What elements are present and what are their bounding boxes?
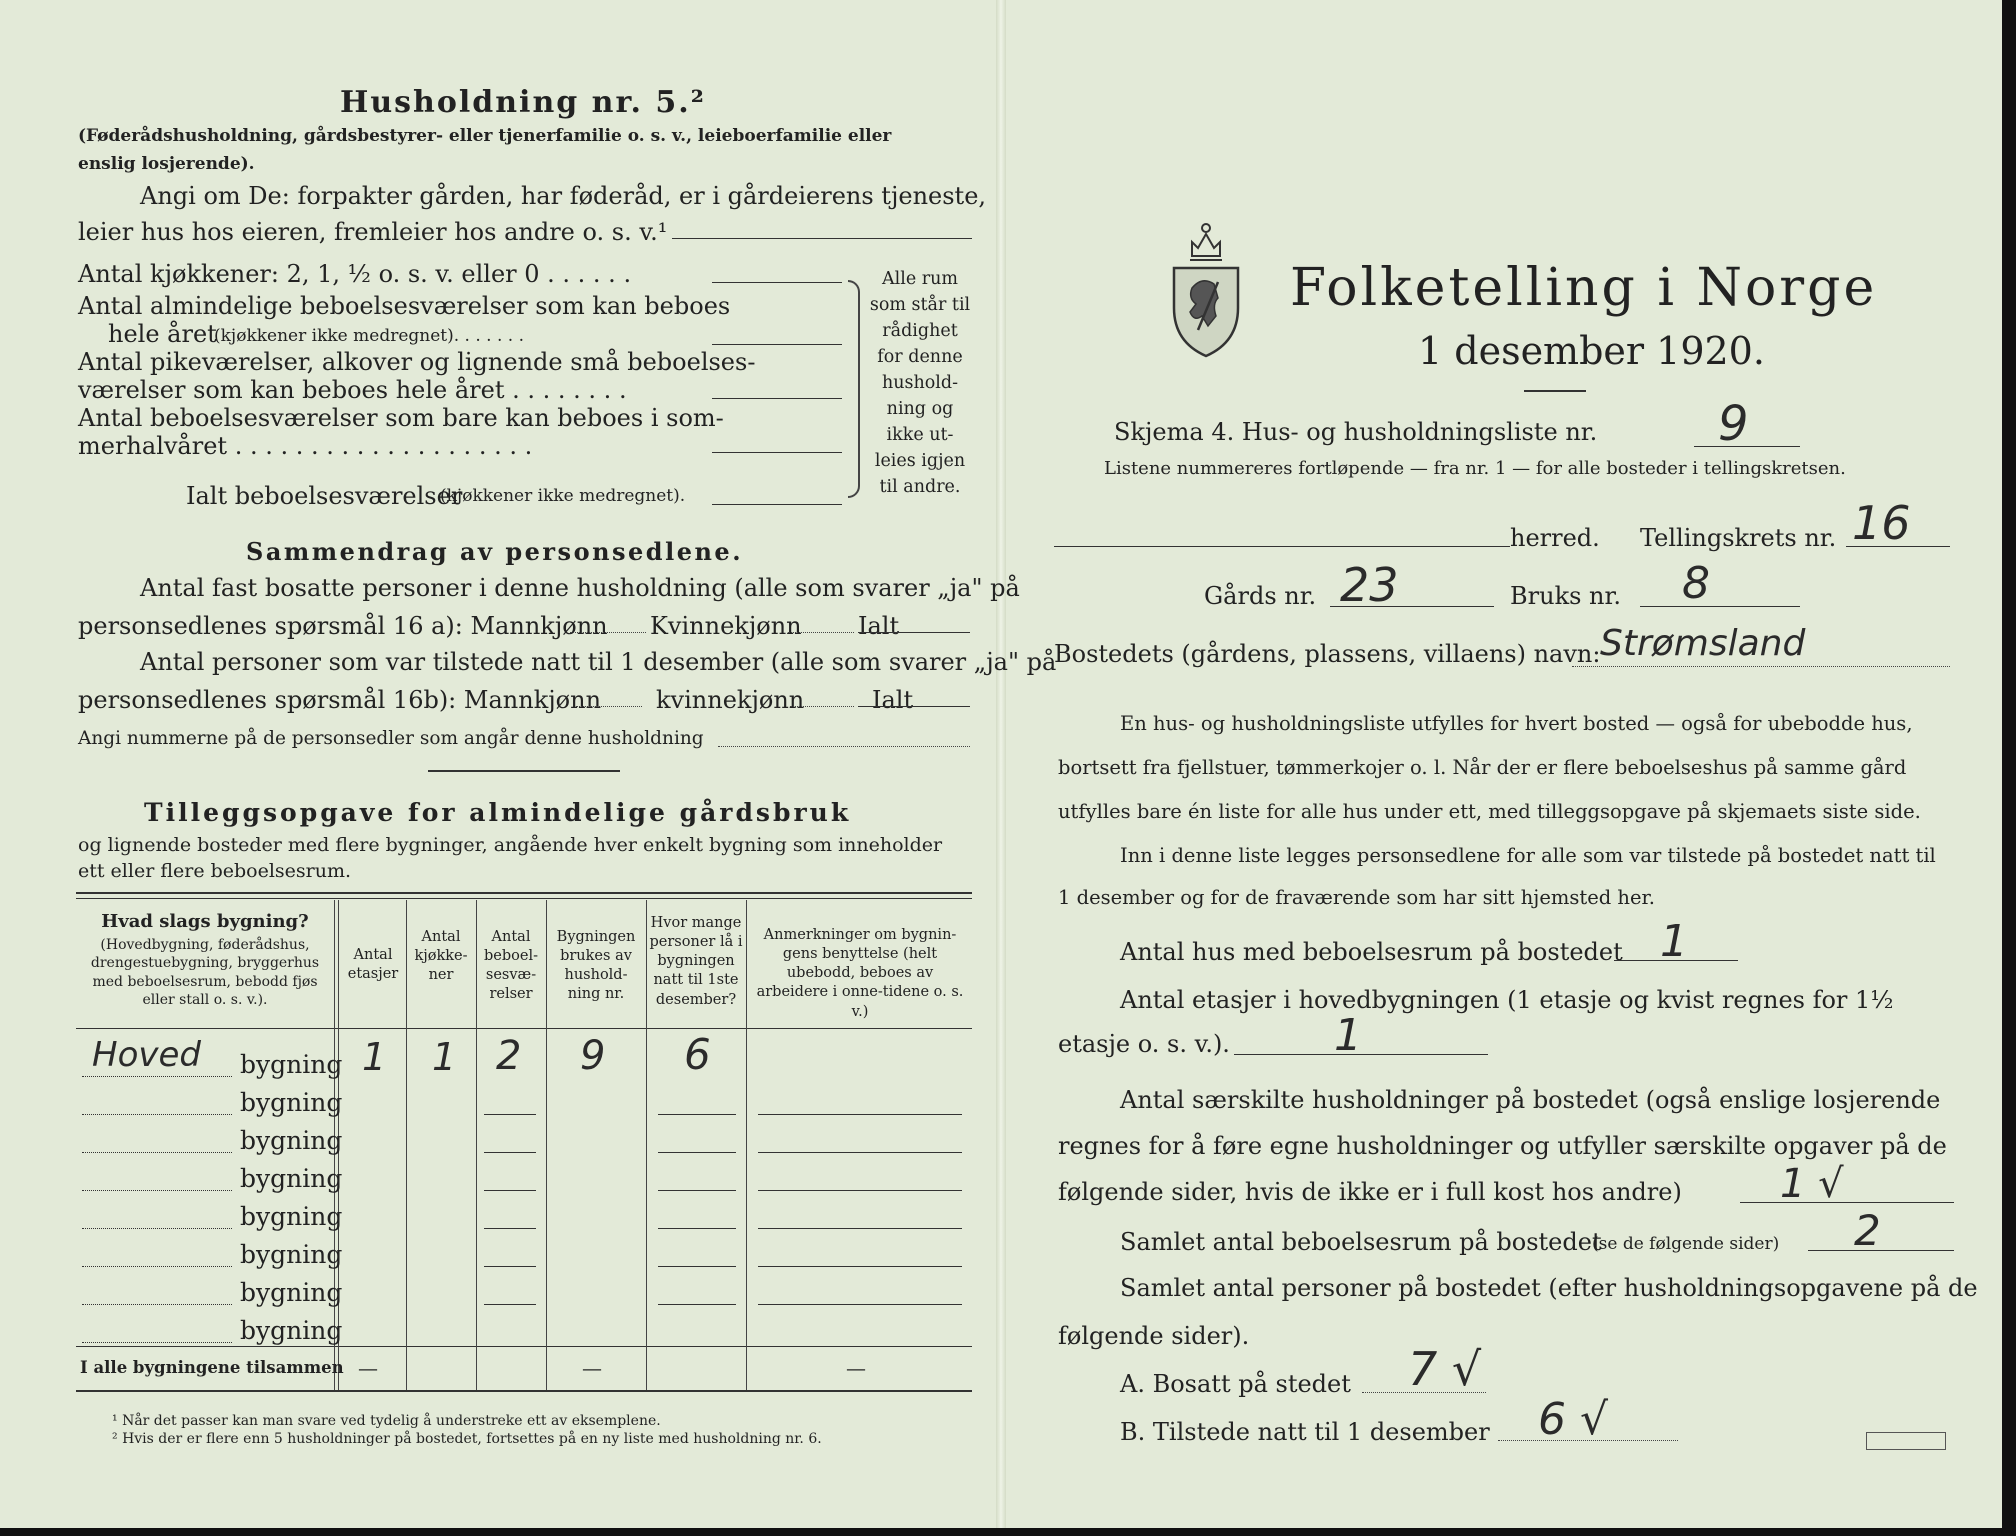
table-top-rule [76,892,972,894]
household-subtitle-2: enslig losjerende). [78,154,255,174]
fast-male-answer [570,632,646,633]
total-rooms-answer-line [712,504,842,505]
settled-label: A. Bosatt på stedet [1120,1370,1351,1398]
summer-rooms-label-1: Antal beboelsesværelser som bare kan beboes i som- [78,404,724,432]
row-household: 9 [580,1033,606,1079]
header-remarks: Anmerkninger om bygnin-gens benyttelse (helt ubebodd, beboes av arbeidere i onne-tidene o. s. v.) [756,927,964,1020]
fast-total-answer [858,632,970,633]
total-rooms-right-value: 2 [1854,1206,1881,1255]
cell-rule [484,1228,536,1229]
floors-value: 1 [1334,1010,1362,1061]
separate-value: 1 √ [1780,1161,1844,1207]
row-rule [82,1304,232,1305]
person-numbers-label: Angi nummerne på de personsedler som angår denne husholdning [78,728,704,749]
angi-line-2: leier hus hos eieren, fremleier hos andre o. s. v.¹ [78,218,668,246]
bruks-value: 8 [1682,558,1710,609]
present-total-answer [858,706,970,707]
cell-rule [484,1152,536,1153]
separate-line-3: følgende sider, hvis de ikke er i full kost hos andre) [1058,1178,1682,1206]
present-persons-line-2a: personsedlenes spørsmål 16b): Mannkjønn [78,686,602,714]
header-building-type-title: Hvad slags bygning? [101,911,309,932]
side-note-line: ning og [886,399,954,419]
instruction-3: utfylles bare én liste for alle hus under ett, med tilleggsopgave på skjemaets siste side. [1058,800,1921,823]
kitchens-label: Antal kjøkkener: 2, 1, ½ o. s. v. eller 0 . . . . . . [78,260,632,288]
row-building-label: bygning [240,1050,343,1079]
household-subtitle-1: (Føderådshusholdning, gårdsbestyrer- eller tjenerfamilie o. s. v., leieboerfamilie eller [78,126,892,146]
household-title: Husholdning nr. 5.² [340,85,706,120]
row-persons: 6 [684,1030,711,1079]
houses-label: Antal hus med beboelsesrum på bostedet [1120,938,1623,966]
instruction-4: Inn i denne liste legges personsedlene for alle som var tilstede på bostedet natt til [1120,844,1936,867]
summary-title: Sammendrag av personsedlene. [246,537,744,566]
row-building-label: bygning [240,1164,343,1193]
cell-rule [484,1114,536,1115]
row-kitchens: 1 [432,1035,457,1079]
col-divider [646,900,647,1390]
side-note-line: som står til [869,295,971,315]
instruction-2: bortsett fra fjellstuer, tømmerkojer o. l. Når der er flere beboelseshus på samme gård [1058,756,1907,779]
cell-rule [758,1152,962,1153]
present-persons-line-1: Antal personer som var tilstede natt til 1 desember (alle som svarer „ja" på [140,648,1057,676]
kitchens-answer-line [712,282,842,283]
angi-line-1: Angi om De: forpakter gården, har føderåd, er i gårdeierens tjeneste, [140,182,987,210]
census-date: 1 desember 1920. [1418,329,1765,373]
ordinary-rooms-label-2b: (kjøkkener ikke medregnet). . . . . . . [214,326,525,346]
fast-persons-line-2a: personsedlenes spørsmål 16 a): Mannkjønn [78,612,608,640]
cell-rule [758,1114,962,1115]
maid-rooms-label-2: værelser som kan beboes hele året . . . . . . . . [78,376,627,404]
rooms-bracket [848,280,860,498]
krets-label: Tellingskrets nr. [1640,524,1837,552]
cell-rule [658,1228,736,1229]
separate-line-1: Antal særskilte husholdninger på bostedet (også enslige losjerende [1120,1086,1941,1114]
houses-value: 1 [1660,916,1688,967]
gards-value: 23 [1340,558,1399,612]
total-remarks-dash: — [846,1356,866,1380]
summer-rooms-answer-line [712,452,842,453]
cell-rule [484,1266,536,1267]
cell-rule [658,1190,736,1191]
total-rooms-note: (kjøkkener ikke medregnet). [440,486,686,506]
header-building-type-note: (Hovedbygning, føderådshus, drengestuebygning, bryggerhus med beboelsesrum, bebodd fjøs eller stall o. s. v.). [90,936,320,1009]
cell-rule [658,1266,736,1267]
side-note-line: rådighet [882,321,958,341]
title-divider [1524,390,1586,392]
row-rule [82,1266,232,1267]
cell-rule [758,1190,962,1191]
side-note-line: ikke ut- [886,425,954,445]
scan-edge-bottom [0,1528,2016,1536]
col-divider [406,900,407,1390]
list-number-line [1694,446,1800,447]
floors-line-1: Antal etasjer i hovedbygningen (1 etasje og kvist regnes for 1½ [1120,986,1894,1014]
header-kitchens: Antal kjøkke-ner [414,929,468,984]
numbering-note: Listene nummereres fortløpende — fra nr. 1 — for alle bosteder i tellingskretsen. [1104,458,1846,479]
row-floors: 1 [362,1035,387,1079]
cell-rule [758,1266,962,1267]
cell-rule [658,1152,736,1153]
fast-persons-line-1: Antal fast bosatte personer i denne husholdning (alle som svarer „ja" på [140,574,1020,602]
skjema-label: Skjema 4. Hus- og husholdningsliste nr. [1114,418,1598,446]
side-note-line: leies igjen [874,451,966,471]
person-numbers-answer [718,746,970,747]
fast-persons-line-2c: Ialt [858,612,900,640]
herred-label: herred. [1510,524,1600,552]
cell-rule [758,1304,962,1305]
instruction-5: 1 desember og for de fraværende som har sitt hjemsted her. [1058,886,1655,909]
footnote-2: ² Hvis der er flere enn 5 husholdninger på bostedet, fortsettes på en ny liste med husholdning nr. 6. [112,1431,822,1447]
present-male-answer [576,706,642,707]
total-rooms-right-line [1808,1250,1954,1251]
table-header-bottom [76,1028,972,1029]
section-divider [428,770,620,772]
cell-rule [484,1190,536,1191]
cell-rule [658,1114,736,1115]
table-top-rule-2 [76,898,972,899]
gards-line [1330,606,1494,607]
coat-of-arms-icon [1168,212,1244,358]
page-fold [996,0,1006,1536]
header-household: Bygningen brukes av hushold-ning nr. [556,929,636,1003]
settled-value: 7 √ [1408,1342,1482,1396]
gards-label: Gårds nr. [1204,582,1317,610]
row-building-label: bygning [240,1240,343,1269]
total-floors-dash: — [358,1356,378,1380]
footnote-1: ¹ Når det passer kan man svare ved tydelig å understreke ett av eksemplene. [112,1413,661,1429]
row-rule [82,1228,232,1229]
present-persons-line-2b: kvinnekjønn [656,686,805,714]
fast-female-answer [788,632,854,633]
table-bottom-rule [76,1390,972,1392]
list-number-value: 9 [1718,396,1749,452]
scan-edge-right [2002,0,2016,1536]
total-rooms-right-label: Samlet antal beboelsesrum på bostedet [1120,1228,1602,1256]
table-body-bottom [76,1346,972,1347]
col-divider [546,900,547,1390]
present-line [1498,1440,1678,1441]
total-household-dash: — [582,1356,602,1380]
header-rooms: Antal beboel-sesvæ-relser [484,929,538,1003]
persons-line-2: følgende sider). [1058,1322,1250,1350]
maid-rooms-answer-line [712,398,842,399]
floors-answer-line [1234,1054,1488,1055]
row-building-label: bygning [240,1278,343,1307]
total-rooms-label: Ialt beboelsesværelser [186,482,463,510]
separate-line-2: regnes for å føre egne husholdninger og utfyller særskilte opgaver på de [1058,1132,1947,1160]
col-divider [476,900,477,1390]
bruks-label: Bruks nr. [1510,582,1621,610]
row-rule [82,1076,232,1077]
settled-line [1362,1392,1486,1393]
fast-persons-line-2b: Kvinnekjønn [650,612,802,640]
side-note-line: for denne [877,347,963,367]
row-rule [82,1152,232,1153]
ordinary-rooms-label-2: hele året [108,320,217,348]
row-rule [82,1190,232,1191]
separate-answer-line [1740,1202,1954,1203]
cell-rule [758,1228,962,1229]
row-building-label: bygning [240,1202,343,1231]
row-building-type: Hoved [92,1035,201,1075]
side-note-line: Alle rum [882,269,958,289]
bruks-line [1640,606,1800,607]
present-female-answer [790,706,854,707]
bosted-line [1572,666,1950,667]
bosted-value: Strømsland [1600,623,1806,664]
cell-rule [484,1304,536,1305]
houses-line [1614,960,1738,961]
krets-line [1846,546,1950,547]
instruction-1: En hus- og husholdningsliste utfylles for hvert bosted — også for ubebodde hus, [1120,712,1913,735]
krets-value: 16 [1852,496,1911,550]
angi-answer-line [672,238,972,239]
row-rule [82,1114,232,1115]
maid-rooms-label-1: Antal pikeværelser, alkover og lignende små beboelses- [78,348,756,376]
total-rooms-right-note: (se de følgende sider) [1592,1234,1780,1254]
row-building-label: bygning [240,1126,343,1155]
row-rule [82,1342,232,1343]
side-note-line: til andre. [879,477,961,497]
row-rooms: 2 [496,1033,522,1079]
table-total-label: I alle bygningene tilsammen [80,1358,344,1377]
col-divider [746,900,747,1390]
supplement-subtitle-2: ett eller flere beboelsesrum. [78,860,352,882]
cell-rule [658,1304,736,1305]
summer-rooms-label-2: merhalvåret . . . . . . . . . . . . . . . . . . . . [78,432,533,460]
supplement-subtitle-1: og lignende bosteder med flere bygninger, angående hver enkelt bygning som inneholder [78,834,943,856]
present-persons-line-2c: Ialt [872,686,914,714]
header-floors: Antal etasjer [347,947,399,983]
rooms-side-note [864,266,976,500]
header-building-type [80,910,330,1010]
floors-line-2: etasje o. s. v.). [1058,1030,1230,1058]
persons-line-1: Samlet antal personer på bostedet (efter husholdningsopgavene på de [1120,1274,1978,1302]
row-building-label: bygning [240,1088,343,1117]
printer-stamp [1866,1432,1946,1450]
census-title: Folketelling i Norge [1290,258,1878,318]
bosted-label: Bostedets (gårdens, plassens, villaens) navn: [1054,640,1601,668]
ordinary-rooms-label-1: Antal almindelige beboelsesværelser som kan beboes [78,292,731,320]
supplement-title: Tilleggsopgave for almindelige gårdsbruk [144,798,852,827]
ordinary-rooms-answer-line [712,344,842,345]
row-building-label: bygning [240,1316,343,1345]
present-value: 6 √ [1538,1394,1609,1445]
present-label: B. Tilstede natt til 1 desember [1120,1418,1490,1446]
side-note-line: hushold- [881,373,959,393]
header-persons: Hvor mange personer lå i bygningen natt til 1ste desember? [649,915,743,1008]
herred-line [1054,546,1510,547]
